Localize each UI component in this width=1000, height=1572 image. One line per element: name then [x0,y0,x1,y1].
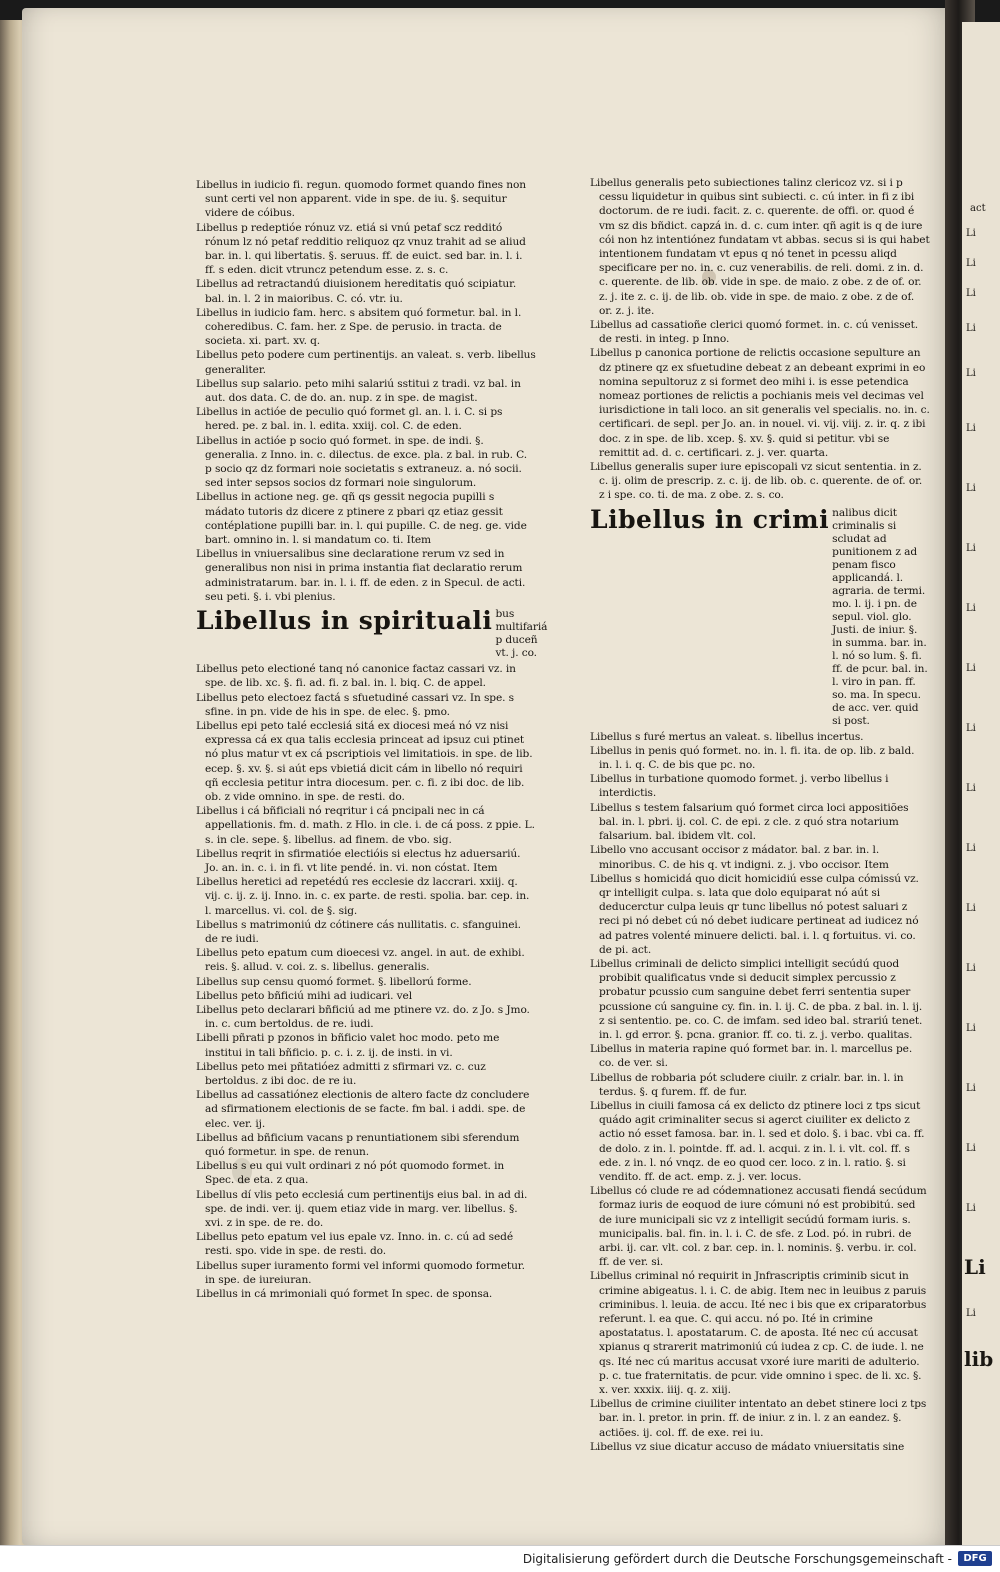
libellus-entry: Libellus peto declarari bñficiú ad me ptinere vz. do. z Jo. s Jmo. in. c. cum bertoldus. de re. iudi. [196,1003,530,1031]
entries-block-a [590,176,930,503]
libellus-entry: Libellus ad cassatioñe clerici quomó formet. in. c. cú venisset. de resti. in integ. p Inno. [590,319,919,346]
entries-block-a [196,178,536,604]
libellus-entry: Libellus có clude re ad códemnationez accusati fiendá secúdum formaz iuris de eoquod de iure cómuni nó est probibitú. sed de iure municipali sic vz z intelligit secúdú formam iuris. s. municipalis. bal. fin. in. l. i. C. de sfe. z Lod. pó. in rubri. de arbi. ij. car. vlt. col. z bar. cep. in. l. nominis. §. verbu. ir. col. ff. de ver. si. [590,1185,927,1269]
libellus-entry: Libellus in ciuili famosa cá ex delicto dz ptinere loci z tps sicut quádo agit criminaliter secus si agerct ciuiliter ex delicto z actio nó esset famosa. bar. in. l. sed et dolo. §. i bac. vbi ca. ff. de dolo. z in. l. pointde. ff. ad. l. acqui. z in. l. i. vlt. col. ff. s ede. z in. l. nó vnqz. de eo quod cer. loco. z in. l. ratio. §. si vendito. ff. de act. emp. z. j. ver. locus. [590,1099,925,1183]
libellus-entry: Libellus ad bñficium vacans p renuntiationem sibi sferendum quó formetur. in spe. de renun. [196,1131,520,1158]
footer-bar [0,1545,1000,1572]
libellus-entry: Libellus criminal nó requirit in Jnfrascriptis criminib sicut in crimine abigeatus. l. i. C. de abig. Item nec in leuibus z paruis criminibus. l. leuia. de accu. Ité nec i bis que ex criparatorbus referunt. l. ea que. C. qui accu. nó po. Ité in crimine apostatatus. l. apostatarum. C. de aposta. Ité nec cú accusat xpianus q strarerit matrimoniú cú iudea z cp. C. de iude. l. ne qs. Ité nec cú maritus accusat vxoré iure mariti de adulterio. p. c. tue fraternitatis. de pcur. vide omnino i spec. de li. xc. §. x. ver. xxxix. iiij. q. z. xiij. [590,1270,927,1397]
libellus-entry: Libellus in actióe de peculio quó formet gl. an. l. i. C. si ps hered. pe. z bal. in. l. edita. xxiij. col. C. de eden. [196,406,503,433]
libellus-entry: Libellus sup censu quomó formet. §. libellorú forme. [196,975,472,988]
text-column-left [196,178,548,1301]
section-heading-criminalibus [590,504,930,728]
libellus-entry: Libellus s testem falsarium quó formet circa loci appositiões bal. in. l. pbri. ij. col. C. de epi. z cle. z quó stra notarium falsarium. bal. ibidem vlt. col. [590,801,909,843]
libellus-entry: Libellus s matrimoniú dz cótinere cás nullitatis. c. sfanguinei. de re iudi. [196,918,521,945]
libellus-entry: Libellus s furé mertus an valeat. s. libellus incertus. [590,730,864,743]
heading-big-text: Libellus in spirituali [196,606,493,636]
libellus-entry: Libellus peto electoez factá s sfuetudiné cassari vz. In spe. s sfine. in pn. vide de his in spe. de elec. §. pmo. [196,691,515,718]
libellus-entry: Libellus in actione neg. ge. qñ qs gessit negocia pupilli s mádato tutoris dz dicere z ptinere z pbari qz etiaz gessit contéplatione pupilli bar. in. l. qui pupille. C. de neg. ge. vide bart. omnino in. l. si mandatum co. ti. Item [196,491,527,547]
libellus-entry: Libellus in vniuersalibus sine declaratione rerum vz sed in generalibus non nisi in prima instantia fiat declaratio rerum administratarum. bar. in. l. i. ff. de eden. z in Specul. de acti. seu peti. §. i. vbi plenius. [196,548,526,603]
libellus-entry: Libellus s homicidá quo dicit homicidiú esse culpa cómissú vz. qr intelligit culpa. s. lata que dolo equiparat nó aút si deducerctur culpa leuis qr tunc libellus nó potest saluari z reci pi nó debet cú nó debet iudicare pertineat ad iudicez nó ad patres volenté minuere delicti. bal. i. l. q fortuitus. vi. co. de pi. act. [590,872,919,956]
libellus-entry: Libello vno accusant occisor z mádator. bal. z bar. in. l. minoribus. C. de his q. vt indigni. z. j. vbo occisor. Item [590,844,889,871]
footer-text: Digitalisierung gefördert durch die Deutsche Forschungsgemeinschaft - [522,1552,952,1566]
entries-block-b [590,730,930,1454]
libellus-entry: Libellus in cá mrimoniali quó formet In spec. de sponsa. [196,1288,493,1301]
heading-small-text: nalibus dicit criminalis si scludat ad punitionem z ad penam fisco applicandá. l. agraria. de termi. mo. l. ij. i pn. de sepul. viol. glo. Justi. de iniur. §. in summa. bar. in. l. nó so lum. §. fi. ff. de pcur. bal. in. l. viro in pan. ff. so. ma. In specu. de acc. ver. quid si post. [832,506,928,727]
libellus-entry: Libellus in turbatione quomodo formet. j. verbo libellus i interdictis. [590,773,889,800]
libellus-entry: Libellus in iudicio fam. herc. s absitem quó formetur. bal. in l. coheredibus. C. fam. her. z Spe. de perusio. in tracta. de societa. xi. part. xv. q. [196,306,522,348]
libellus-entry: Libellus ad cassatiónez electionis de altero facte dz concludere ad sfirmationem electionis de se facte. fm bal. i addi. spe. de elec. ver. ij. [196,1089,530,1130]
libellus-entry: Libellus in materia rapine quó formet bar. in. l. marcellus pe. co. de ver. si. [590,1043,913,1070]
libellus-entry: Libellus in actióe p socio quó formet. in spe. de indi. §. generalia. z Inno. in. c. dilectus. de exce. pla. z bal. in rub. C. p socio qz dz formari noie societatis s extraneuz. a. nó socii. sed inter sepsos socios dz formari noie singulorum. [196,434,528,490]
heading-small-text: bus multifariá p duceñ vt. j. co. [495,608,548,660]
libellus-entry: Libellus in penis quó formet. no. in. l. fi. ita. de op. lib. z bald. in. l. i. q. C. de bis que pc. no. [590,744,915,772]
libellus-entry: Libellus s eu qui vult ordinari z nó pót quomodo formet. in Spec. de eta. z qua. [196,1160,505,1187]
page-right-edge: act Li Li Li Li Li Li Li Li Li Li Li Li Li Li Li Li Li Li Li Li Li lib [962,22,1000,1545]
libellus-entry: Libellus epi peto talé ecclesiá sitá ex diocesi meá nó vz nisi expressa cá ex qua talis ecclesia princeat ad ipsuz cui ptinet nó plus matur vt ex cá pscriptiois vel limitatiois. in spe. de lib. ecep. §. xv. §. si aút eps vbietiá dicit cám in libello nó requiri qñ ecclesia petitur intra diocesum. per. c. fi. z ibi doc. de lib. ob. z vide omnino. in spe. de resti. do. [196,719,533,803]
heading-big-text: Libellus in crimi [590,504,830,534]
libellus-entry: Libellus p redeptióe rónuz vz. etiá si vnú petaf scz redditó rónum lz nó petaf redditio reliquoz qz vnuz trahit ad se aliud bar. in. l. qui libertatis. §. seruus. ff. de euict. sed bar. in. l. i. ff. s eden. dicit vtruncz petendum esse. z. s. c. [196,221,526,277]
libellus-entry: Libellus peto bñficiú mihi ad iudicari. vel [196,989,412,1002]
libellus-entry: Libellus criminali de delicto simplici intelligit secúdú quod probibit qualificatus vnde si deducit simplex percussio z probatur pcussio cum sanguine debet ferri sententia super pcussione cú sanguine cy. fin. in. l. ij. C. de pba. z bal. in. l. ij. z si sententio. pe. co. C. de imfam. sed ideo bal. strariú tenet. in. l. gd error. §. pcna. granior. ff. co. ti. z. j. verbo. qualitas. [590,957,923,1041]
libellus-entry: Libellus super iuramento formi vel informi quomodo formetur. in spe. de iureiuran. [196,1259,525,1286]
libellus-entry: Libellus peto electioné tanq nó canonice factaz cassari vz. in spe. de lib. xc. §. fi. ad. fi. z bal. in. l. biq. C. de appel. [196,663,516,690]
dfg-logo: DFG [958,1551,992,1566]
libellus-entry: Libellus vz siue dicatur accuso de mádato vniuersitatis sine [590,1440,905,1453]
libellus-entry: Libellus peto podere cum pertinentijs. an valeat. s. verb. libellus generaliter. [196,349,536,376]
libellus-entry: Libellus heretici ad repetédú res ecclesie dz laccrari. xxiij. q. vij. c. ij. z. ij. Inno. in. c. ex parte. de resti. spolia. bar. cep. in. l. marcellus. vi. col. de §. sig. [196,876,530,917]
libellus-entry: Libellus sup salario. peto mihi salariú sstitui z tradi. vz bal. in aut. dos data. C. de do. an. nup. z in spe. de magist. [196,377,521,405]
text-column-right [590,176,930,1454]
libellus-entry: Libellus generalis peto subiectiones talinz clericoz vz. si i p cessu liquidetur in quibus sint subiecti. c. cú inter. in fi z ibi doctorum. de re iudi. facit. z. c. querente. de offi. or. quod é vm sz dis bñdict. capzá in. d. c. cum inter. qñ agit is q de iure cói non hz intentiónez fundatam vt abbas. secus si is qui habet intentionem fundatam vt epus q nó tenet in pcessu aliqd specificare per no. in. c. cuz venerabilis. de reli. domi. z in. d. c. querente. de lib. ob. vide in spe. de maio. z obe. z de of. or. z. j. ite z. c. ij. de lib. ob. vide in spe. de maio. z obe. z de of. or. z. j. ite. [590,177,930,317]
libellus-entry: Libellus de crimine ciuiliter intentato an debet stinere loci z tps bar. in. l. pretor. in prin. ff. de iniur. z in. l. z an eandez. §. actiões. ij. col. ff. de exe. rei iu. [590,1398,927,1439]
libellus-entry: Libellus generalis super iure episcopali vz sicut sententia. in z. c. ij. olim de prescrip. z. c. ij. de lib. ob. c. querente. de of. or. z i spe. co. ti. de ma. z obe. z. s. co. [590,461,923,502]
libellus-entry: Libellus i cá bñficiali nó reqritur i cá pncipali nec in cá appellationis. fm. d. math. z Hlo. in cle. i. de cá poss. z ppie. L. s. in cle. sepe. §. libellus. ad finem. de vbo. sig. [196,805,535,846]
libellus-entry: Libellus ad retractandú diuisionem hereditatis quó scipiatur. bal. in. l. 2 in maioribus. C. có. vtr. iu. [196,278,517,305]
section-heading-spirituali [196,606,548,660]
libellus-entry: Libellus in iudicio fi. regun. quomodo formet quando fines non sunt certi vel non apparent. vide in spe. de iu. §. sequitur videre de cóibus. [196,179,526,220]
libellus-entry: Libellus peto epatum vel ius epale vz. Inno. in. c. cú ad sedé resti. spo. vide in spe. de resti. do. [196,1231,514,1258]
libellus-entry: Libellus p canonica portione de relictis occasione sepulture an dz ptinere qz ex sfuetudine debeat z an debeant exprimi in eo nomina sepultoruz z si formet deo mihi i. is esse petendica nomeaz portiones de relictis a pochianis meis vel decimas vel iurisdictione in tali loco. an sit generalis vel specialis. no. in. c. certificari. de sepl. per Jo. an. in nouel. vi. vij. viij. z. ir. q. z ibi doc. z in spe. de lib. xcep. §. xv. §. quid si petitur. vbi se remittit ad. d. c. certificari. z. j. ver. quarta. [590,347,930,459]
libellus-entry: Libellus dí vlis peto ecclesiá cum pertinentijs eius bal. in ad di. spe. de indi. ver. ij. quem etiaz vide in marg. ver. libellus. §. xvi. z in spe. de re. do. [196,1188,528,1230]
entries-block-b [196,662,536,1301]
libellus-entry: Libellus reqrit in sfirmatióe electióis si electus hz aduersariú. Jo. an. in. c. i. in fi. vt lite pendé. in. vi. non cóstat. Item [196,847,521,874]
libellus-entry: Libellus de robbaria pót scludere ciuilr. z crialr. bar. in. l. in terdus. §. q furem. ff. de fur. [590,1071,904,1098]
libellus-entry: Libelli pñrati p pzonos in bñficio valet hoc modo. peto me institui in tali bñficio. p. c. i. z. ij. de insti. in vi. [196,1032,500,1059]
libellus-entry: Libellus peto mei pñtatióez admitti z sfirmari vz. c. cuz bertoldus. z ibi doc. de re iu. [196,1060,486,1087]
libellus-entry: Libellus peto epatum cum dioecesi vz. angel. in aut. de exhibi. reis. §. allud. v. coi. z. s. libellus. generalis. [196,947,525,974]
